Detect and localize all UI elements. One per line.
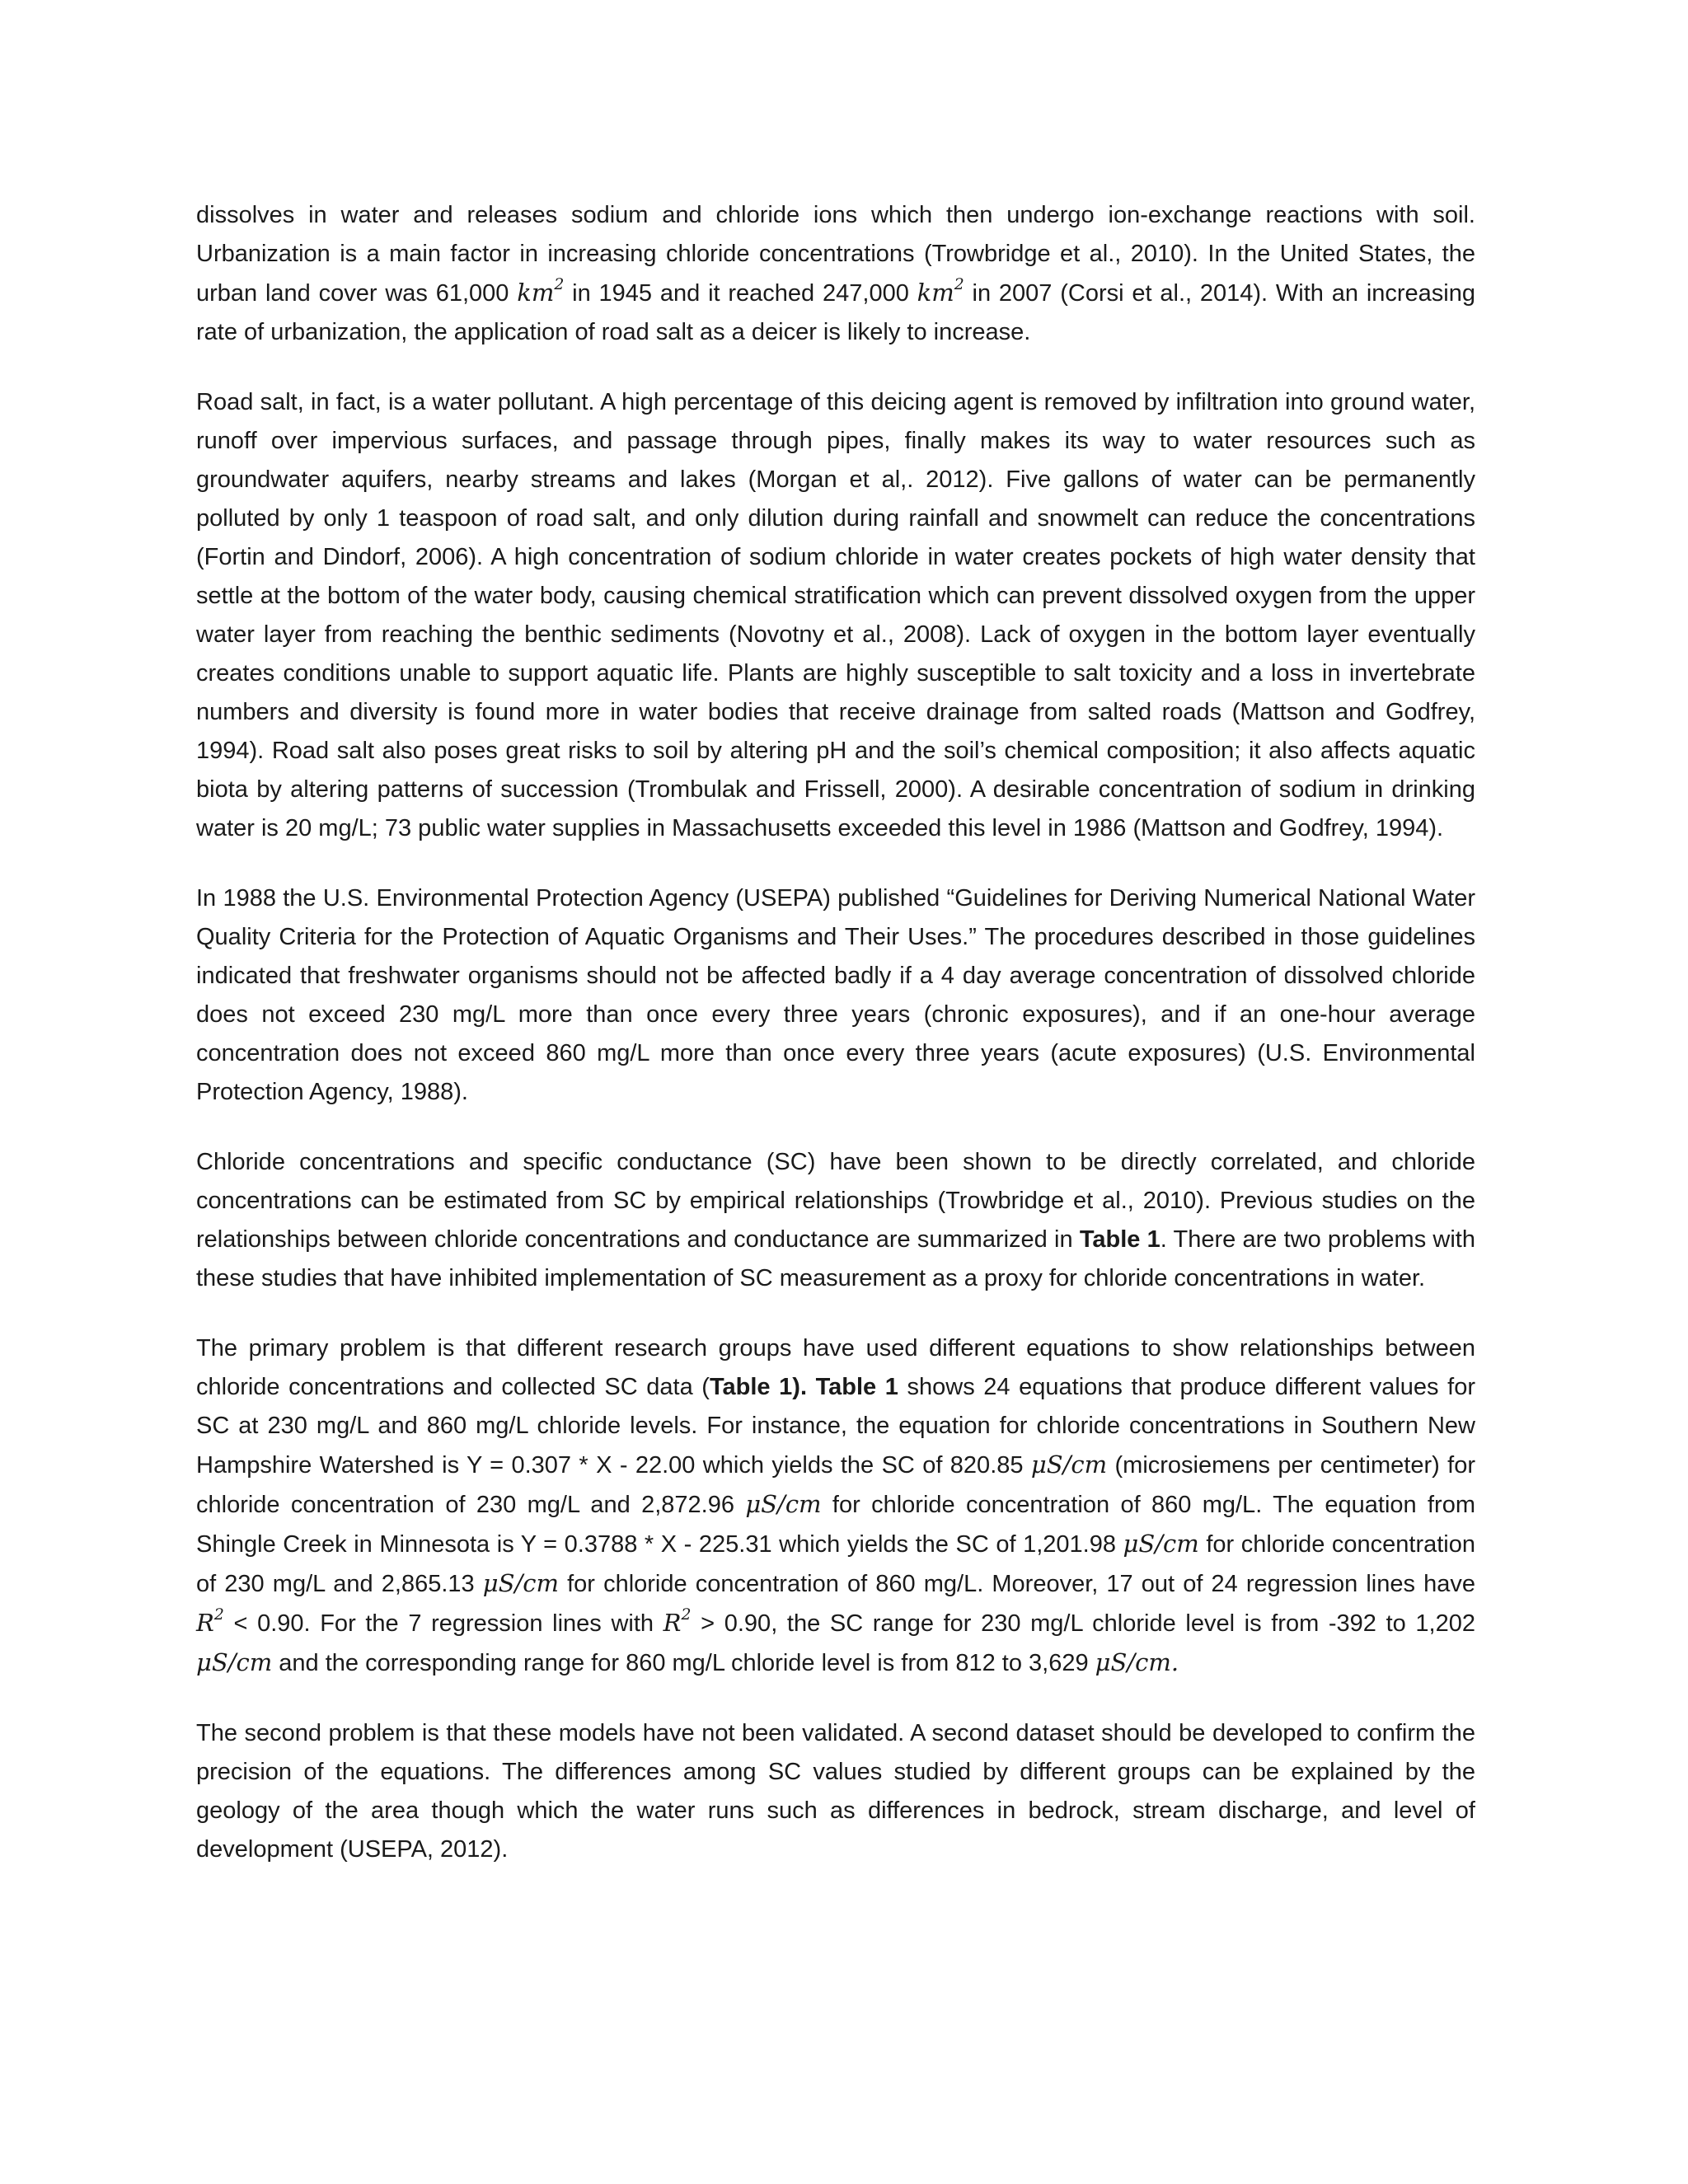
unit-us-cm: μS/cm xyxy=(482,1569,560,1597)
paragraph-road-salt-urbanization xyxy=(196,196,1475,352)
text-run: The primary problem is that different research groups have used different equations to show relationships between chloride concentrations and collected SC data ( xyxy=(196,1335,1475,1400)
paragraph-road-salt-pollutant: Road salt, in fact, is a water pollutant. A high percentage of this deicing agent is removed by infiltration into ground water, runoff over impervious surfaces, and passage through pipes, finally makes its way to water resources such as groundwater aquifers, nearby streams and lakes (Morgan et al,. 2012). Five gallons of water can be permanently polluted by only 1 teaspoon of road salt, and only dilution during rainfall and snowmelt can reduce the concentrations (Fortin and Dindorf, 2006). A high concentration of sodium chloride in water creates pockets of high water density that settle at the bottom of the water body, causing chemical stratification which can prevent dissolved oxygen from the upper water layer from reaching the benthic sediments (Novotny et al., 2008). Lack of oxygen in the bottom layer eventually creates conditions unable to support aquatic life. Plants are highly susceptible to salt toxicity and a loss in invertebrate numbers and diversity is found more in water bodies that receive drainage from salted roads (Mattson and Godfrey, 1994). Road salt also poses great risks to soil by altering pH and the soil’s chemical composition; it also affects aquatic biota by altering patterns of succession (Trombulak and Frissell, 2000). A desirable concentration of sodium in drinking water is 20 mg/L; 73 public water supplies in Massachusetts exceeded this level in 1986 (Mattson and Godfrey, 1994). xyxy=(196,389,1475,841)
table-reference: Table 1). Table 1 xyxy=(709,1374,898,1400)
text-run: < 0.90. For the 7 regression lines with xyxy=(223,1610,663,1637)
paragraph-primary-problem xyxy=(196,1329,1475,1683)
table-reference: Table 1 xyxy=(1079,1226,1160,1253)
text-run: in 1945 and it reached 247,000 xyxy=(564,280,917,307)
superscript-2: 2 xyxy=(954,275,964,293)
text-run: for chloride concentration of 860 mg/L. The equation from Shingle Creek in Minnesota is Y = 0.3788 * X - 225.31 which yields the SC of 1,201.98 xyxy=(196,1492,1475,1558)
paragraph-usepa-guidelines: In 1988 the U.S. Environmental Protection Agency (USEPA) published “Guidelines for Deriving Numerical National Water Quality Criteria for the Protection of Aquatic Organisms and Their Uses.” The procedures described in those guidelines indicated that freshwater organisms should not be affected badly if a 4 day average concentration of dissolved chloride does not exceed 230 mg/L more than once every three years (chronic exposures), and if an one-hour average concentration does not exceed 860 mg/L more than once every three years (acute exposures) (U.S. Environmental Protection Agency, 1988). xyxy=(196,885,1475,1105)
text-run: for chloride concentration of 230 mg/L and 2,865.13 xyxy=(196,1531,1476,1597)
text-run: shows 24 equations that produce different values for SC at 230 mg/L and 860 mg/L chloride levels. For instance, the equation for chloride concentrations in Southern New Hampshire Watershed is Y = 0.307 * X - 22.00 which yields the SC of 820.85 xyxy=(196,1374,1475,1479)
text-run: (microsiemens per centimeter) for chloride concentration of 230 mg/L and 2,872.96 xyxy=(196,1452,1475,1518)
unit-km: km xyxy=(917,279,954,307)
text-run: > 0.90, the SC range for 230 mg/L chloride level is from -392 to 1,202 xyxy=(691,1610,1475,1637)
text-run: . There are two problems with these studies that have inhibited implementation of SC measurement as a proxy for chloride concentrations in water. xyxy=(196,1226,1475,1291)
paragraph-second-problem: The second problem is that these models have not been validated. A second dataset should be developed to confirm the precision of the equations. The differences among SC values studied by different groups can be explained by the geology of the area though which the water runs such as differences in bedrock, stream discharge, and level of development (USEPA, 2012). xyxy=(196,1720,1475,1863)
text-run: in 2007 (Corsi et al., 2014). With an increasing rate of urbanization, the application of road salt as a deicer is likely to increase. xyxy=(196,280,1475,345)
unit-us-cm: μS/cm xyxy=(196,1648,273,1676)
unit-us-cm: μS/cm. xyxy=(1095,1648,1179,1676)
paragraph-chloride-sc-correlation xyxy=(196,1143,1475,1298)
text-run: for chloride concentration of 860 mg/L. Moreover, 17 out of 24 regression lines have xyxy=(559,1571,1476,1597)
r-squared-symbol: R xyxy=(663,1609,682,1637)
unit-us-cm: μS/cm xyxy=(745,1490,822,1518)
unit-us-cm: μS/cm xyxy=(1030,1451,1108,1479)
text-run: Chloride concentrations and specific conductance (SC) have been shown to be directly correlated, and chloride concentrations can be estimated from SC by empirical relationships (Trowbridge et al., 2010). Previous studies on the relationships between chloride concentrations and conductance are summarized in xyxy=(196,1149,1475,1253)
superscript-2: 2 xyxy=(554,275,565,293)
text-run: and the corresponding range for 860 mg/L chloride level is from 812 to 3,629 xyxy=(272,1650,1095,1676)
superscript-2: 2 xyxy=(681,1605,692,1624)
superscript-2: 2 xyxy=(213,1605,224,1624)
r-squared-symbol: R xyxy=(196,1609,214,1637)
text-run: dissolves in water and releases sodium and chloride ions which then undergo ion-exchange reactions with soil. Urbanization is a main factor in increasing chloride concentrations (Trowbridge et al., 2010). In the United States, the urban land cover was 61,000 xyxy=(196,202,1475,307)
unit-km: km xyxy=(517,279,555,307)
unit-us-cm: μS/cm xyxy=(1123,1530,1199,1558)
